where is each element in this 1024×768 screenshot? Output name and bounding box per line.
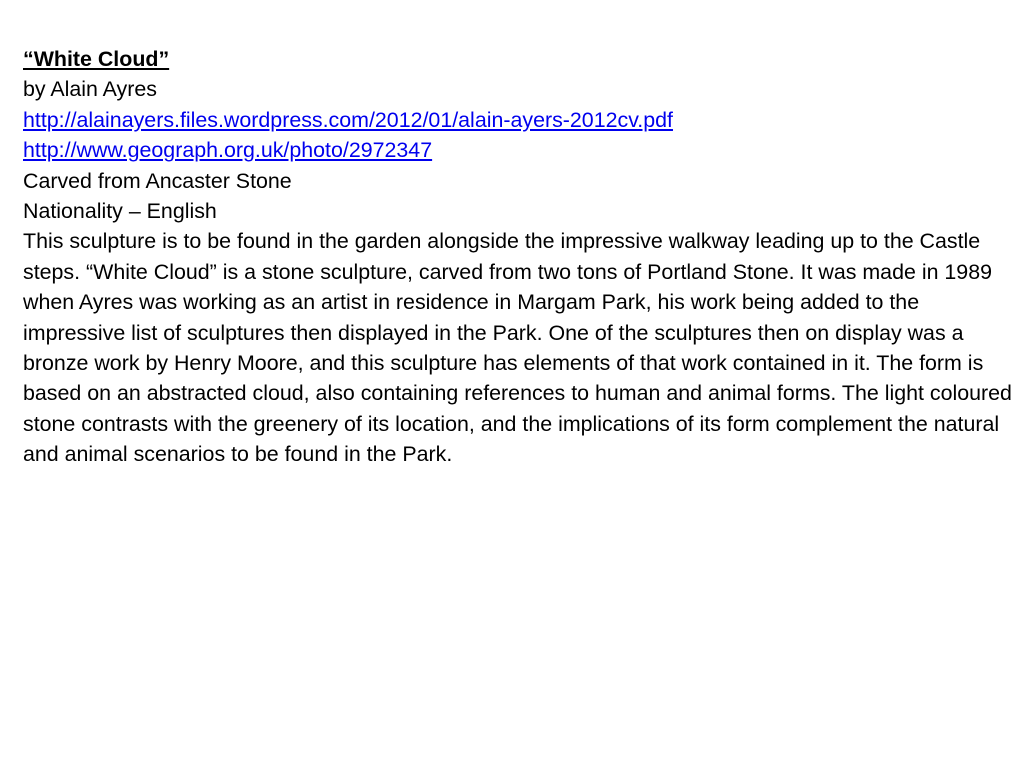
author-line: by Alain Ayres <box>23 77 157 102</box>
nationality-line: Nationality – English <box>23 199 217 224</box>
geograph-photo-link[interactable]: http://www.geograph.org.uk/photo/2972347 <box>23 138 433 163</box>
cv-pdf-link[interactable]: http://alainayers.files.wordpress.com/2012/01/alain-ayers-2012cv.pdf <box>23 107 673 132</box>
material-line: Carved from Ancaster Stone <box>23 168 292 193</box>
description-paragraph: This sculpture is to be found in the garden alongside the impressive walkway leading up to the Castle steps. “White Cloud” is a stone sculpture, carved from two tons of Portland Stone. It was made in 1989 when Ayres was working as an artist in residence in Margam Park, his work being added to the impressive list of sculptures then displayed in the Park. One of the sculptures then on display was a bronze work by Henry Moore, and this sculpture has elements of that work contained in it. The form is based on an abstracted cloud, also containing references to human and animal forms. The light coloured stone contrasts with the greenery of its location, and the implications of its form complement the natural and animal scenarios to be found in the Park. <box>23 229 1012 467</box>
sculpture-title: “White Cloud” <box>23 47 170 71</box>
